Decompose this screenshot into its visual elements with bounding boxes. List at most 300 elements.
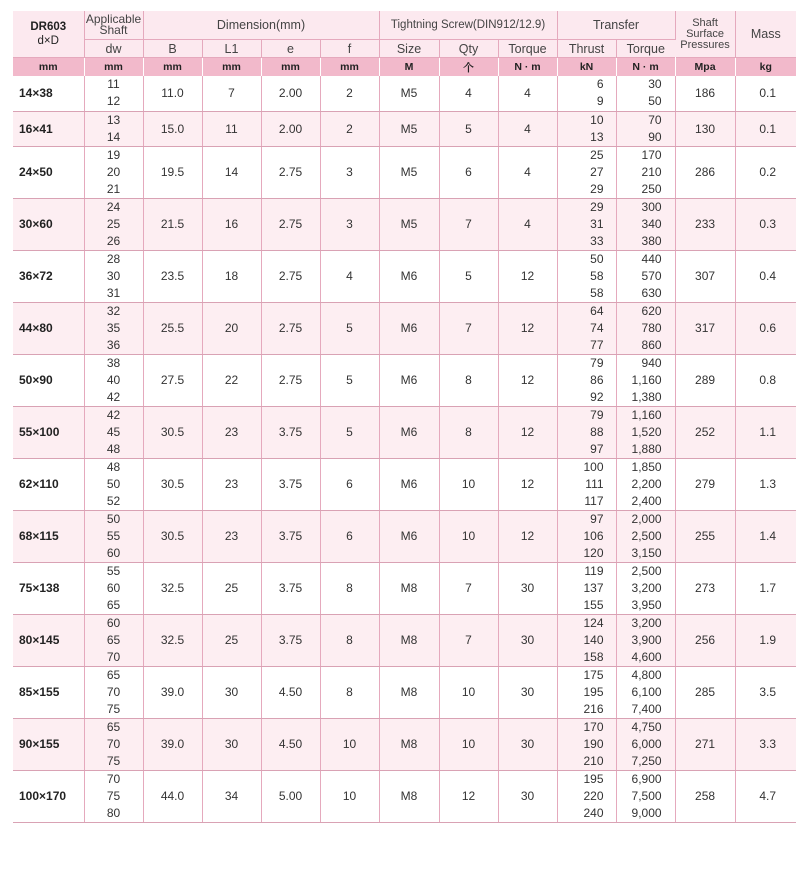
shaft-dw-value: 70 <box>106 649 121 664</box>
mass: 0.1 <box>735 76 796 111</box>
shaft-pressure: 186 <box>675 76 735 111</box>
transfer-thrust <box>557 406 616 458</box>
subheader-screw-torque: Torque <box>498 40 557 58</box>
screw-torque: 30 <box>498 770 557 822</box>
transfer-torque <box>616 146 675 198</box>
screw-torque: 30 <box>498 562 557 614</box>
model-header-dims: d×D <box>37 35 59 47</box>
transfer-thrust-value: 25 <box>590 147 604 162</box>
mass: 0.3 <box>735 198 796 250</box>
shaft-dw-value: 20 <box>106 164 121 179</box>
shaft-dw-value: 75 <box>106 701 121 716</box>
model-size: 80×145 <box>13 614 84 666</box>
tightening-screw-header: Tightning Screw(DIN912/12.9) <box>379 11 557 40</box>
transfer-thrust <box>557 146 616 198</box>
table-row <box>13 146 796 198</box>
transfer-torque-value: 3,950 <box>631 597 662 612</box>
model-size: 55×100 <box>13 406 84 458</box>
model-size: 62×110 <box>13 458 84 510</box>
subheader-dw: dw <box>84 40 143 58</box>
transfer-thrust-value: 117 <box>584 493 604 508</box>
shaft-dw <box>84 354 143 406</box>
screw-size: M8 <box>379 614 439 666</box>
transfer-torque-value: 300 <box>641 199 662 214</box>
unit-cell: N · m <box>498 58 557 77</box>
shaft-dw-value: 21 <box>106 181 121 196</box>
dim-b: 27.5 <box>143 354 202 406</box>
transfer-torque-value: 1,380 <box>631 389 662 404</box>
transfer-torque-value: 1,880 <box>631 441 662 456</box>
screw-size: M6 <box>379 250 439 302</box>
shaft-pressure: 233 <box>675 198 735 250</box>
model-size: 68×115 <box>13 510 84 562</box>
shaft-pressure: 255 <box>675 510 735 562</box>
transfer-torque-value: 210 <box>641 164 662 179</box>
screw-qty: 10 <box>439 458 498 510</box>
table-row <box>13 718 796 770</box>
dim-e: 3.75 <box>261 614 320 666</box>
transfer-thrust <box>557 198 616 250</box>
shaft-pressure: 285 <box>675 666 735 718</box>
shaft-dw-value: 26 <box>106 233 121 248</box>
dim-l1: 11 <box>202 111 261 146</box>
transfer-torque <box>616 111 675 146</box>
shaft-dw-value: 25 <box>106 216 121 231</box>
screw-qty: 6 <box>439 146 498 198</box>
shaft-pressure: 258 <box>675 770 735 822</box>
transfer-thrust-value: 210 <box>583 753 604 768</box>
dim-e: 2.00 <box>261 111 320 146</box>
subheader-qty: Qty <box>439 40 498 58</box>
transfer-torque-value: 1,160 <box>631 407 662 422</box>
shaft-dw-value: 70 <box>106 736 121 751</box>
screw-qty: 8 <box>439 354 498 406</box>
transfer-torque-value: 1,520 <box>631 424 662 439</box>
mass: 4.7 <box>735 770 796 822</box>
shaft-dw-value: 35 <box>106 320 121 335</box>
table-row <box>13 510 796 562</box>
transfer-torque <box>616 666 675 718</box>
model-size: 44×80 <box>13 302 84 354</box>
spec-table <box>13 11 796 823</box>
screw-torque: 12 <box>498 406 557 458</box>
dim-e: 2.75 <box>261 198 320 250</box>
transfer-thrust-value: 79 <box>590 355 604 370</box>
dim-l1: 22 <box>202 354 261 406</box>
transfer-thrust-value: 88 <box>590 424 604 439</box>
mass: 3.5 <box>735 666 796 718</box>
shaft-dw-value: 75 <box>106 788 121 803</box>
shaft-pressure: 307 <box>675 250 735 302</box>
mass: 3.3 <box>735 718 796 770</box>
dim-f: 8 <box>320 666 379 718</box>
screw-qty: 7 <box>439 562 498 614</box>
transfer-torque-value: 7,250 <box>631 753 662 768</box>
screw-qty: 10 <box>439 718 498 770</box>
unit-cell: Mpa <box>675 58 735 77</box>
screw-torque: 30 <box>498 614 557 666</box>
transfer-torque <box>616 302 675 354</box>
subheader-thrust: Thrust <box>557 40 616 58</box>
unit-cell: mm <box>84 58 143 77</box>
transfer-thrust-value: 140 <box>583 632 604 647</box>
dim-b: 44.0 <box>143 770 202 822</box>
spec-table-container <box>13 11 796 823</box>
mass: 1.3 <box>735 458 796 510</box>
transfer-torque-value: 630 <box>641 285 662 300</box>
shaft-surface-line2: Pressures <box>680 38 730 51</box>
unit-cell: mm <box>143 58 202 77</box>
transfer-torque-value: 3,200 <box>631 615 662 630</box>
transfer-thrust-value: 240 <box>583 805 604 820</box>
transfer-torque-value: 7,400 <box>631 701 662 716</box>
transfer-torque-value: 4,800 <box>631 667 662 682</box>
dim-b: 39.0 <box>143 666 202 718</box>
screw-qty: 5 <box>439 250 498 302</box>
transfer-thrust-value: 77 <box>590 337 604 352</box>
transfer-thrust-value: 64 <box>590 303 604 318</box>
screw-size: M8 <box>379 666 439 718</box>
screw-qty: 7 <box>439 198 498 250</box>
shaft-dw-value: 55 <box>106 528 121 543</box>
transfer-thrust <box>557 666 616 718</box>
unit-cell: 个 <box>439 58 498 77</box>
spec-table-body <box>13 76 796 822</box>
shaft-dw-value: 48 <box>106 459 121 474</box>
transfer-thrust-value: 195 <box>583 684 604 699</box>
transfer-torque-value: 50 <box>648 94 662 109</box>
shaft-pressure: 271 <box>675 718 735 770</box>
screw-size: M6 <box>379 354 439 406</box>
transfer-torque-value: 440 <box>641 251 662 266</box>
transfer-thrust-value: 9 <box>596 94 604 109</box>
table-row <box>13 354 796 406</box>
transfer-thrust-value: 137 <box>583 580 604 595</box>
dimension-header: Dimension(mm) <box>143 11 379 40</box>
unit-cell: kg <box>735 58 796 77</box>
transfer-thrust-value: 106 <box>583 528 604 543</box>
dim-e: 3.75 <box>261 406 320 458</box>
transfer-torque <box>616 76 675 111</box>
transfer-thrust-value: 111 <box>585 476 604 491</box>
dim-f: 5 <box>320 354 379 406</box>
transfer-thrust-value: 170 <box>583 719 604 734</box>
unit-cell: mm <box>261 58 320 77</box>
screw-torque: 4 <box>498 76 557 111</box>
dim-l1: 14 <box>202 146 261 198</box>
dim-f: 2 <box>320 111 379 146</box>
applicable-shaft-line2: Shaft <box>99 23 128 37</box>
transfer-torque <box>616 770 675 822</box>
transfer-thrust-value: 92 <box>590 389 604 404</box>
transfer-thrust-value: 190 <box>583 736 604 751</box>
screw-qty: 12 <box>439 770 498 822</box>
shaft-dw-value: 60 <box>106 580 121 595</box>
dim-e: 5.00 <box>261 770 320 822</box>
transfer-torque-value: 380 <box>641 233 662 248</box>
shaft-dw-value: 80 <box>106 805 121 820</box>
screw-torque: 12 <box>498 458 557 510</box>
dim-b: 21.5 <box>143 198 202 250</box>
shaft-dw-value: 38 <box>106 355 121 370</box>
shaft-dw-value: 42 <box>106 407 121 422</box>
dim-e: 2.75 <box>261 146 320 198</box>
table-row <box>13 666 796 718</box>
mass: 0.2 <box>735 146 796 198</box>
transfer-torque-value: 6,900 <box>631 771 662 786</box>
transfer-thrust-value: 13 <box>590 129 604 144</box>
transfer-thrust-value: 31 <box>590 216 604 231</box>
dim-l1: 23 <box>202 510 261 562</box>
mass: 0.8 <box>735 354 796 406</box>
shaft-dw-value: 65 <box>106 719 121 734</box>
shaft-dw-value: 32 <box>106 303 121 318</box>
transfer-thrust-value: 86 <box>590 372 604 387</box>
table-row <box>13 76 796 111</box>
table-row <box>13 562 796 614</box>
transfer-torque-value: 2,000 <box>631 511 662 526</box>
dim-l1: 23 <box>202 406 261 458</box>
shaft-dw-value: 42 <box>106 389 121 404</box>
transfer-thrust-value: 50 <box>590 251 604 266</box>
transfer-torque <box>616 406 675 458</box>
table-row <box>13 406 796 458</box>
dim-b: 30.5 <box>143 510 202 562</box>
transfer-torque-value: 4,750 <box>631 719 662 734</box>
transfer-torque-value: 3,150 <box>631 545 662 560</box>
unit-cell: M <box>379 58 439 77</box>
screw-torque: 4 <box>498 146 557 198</box>
transfer-torque-value: 6,000 <box>631 736 662 751</box>
transfer-thrust-value: 29 <box>590 181 604 196</box>
transfer-thrust <box>557 111 616 146</box>
model-size: 90×155 <box>13 718 84 770</box>
unit-cell: kN <box>557 58 616 77</box>
transfer-torque <box>616 250 675 302</box>
screw-qty: 8 <box>439 406 498 458</box>
dim-f: 8 <box>320 614 379 666</box>
screw-size: M6 <box>379 302 439 354</box>
screw-torque: 4 <box>498 198 557 250</box>
transfer-thrust <box>557 458 616 510</box>
model-header-name: DR603 <box>30 21 67 33</box>
transfer-thrust-value: 155 <box>583 597 604 612</box>
shaft-pressure: 317 <box>675 302 735 354</box>
transfer-torque-value: 2,200 <box>631 476 662 491</box>
transfer-torque <box>616 562 675 614</box>
screw-size: M8 <box>379 770 439 822</box>
screw-size: M8 <box>379 562 439 614</box>
mass: 1.4 <box>735 510 796 562</box>
transfer-thrust-value: 74 <box>590 320 604 335</box>
transfer-thrust-value: 158 <box>583 649 604 664</box>
applicable-shaft-header <box>84 11 143 40</box>
transfer-thrust-value: 58 <box>590 268 604 283</box>
transfer-thrust <box>557 302 616 354</box>
transfer-thrust-value: 120 <box>583 545 604 560</box>
screw-qty: 7 <box>439 614 498 666</box>
shaft-dw <box>84 510 143 562</box>
transfer-torque-value: 4,600 <box>631 649 662 664</box>
dim-e: 2.75 <box>261 250 320 302</box>
screw-qty: 4 <box>439 76 498 111</box>
screw-size: M6 <box>379 458 439 510</box>
shaft-dw-value: 60 <box>106 615 121 630</box>
shaft-dw <box>84 406 143 458</box>
shaft-dw-value: 45 <box>106 424 121 439</box>
shaft-dw-value: 50 <box>106 511 121 526</box>
shaft-pressure: 130 <box>675 111 735 146</box>
shaft-dw-value: 65 <box>106 632 121 647</box>
table-row <box>13 458 796 510</box>
transfer-torque-value: 170 <box>641 147 662 162</box>
dim-l1: 34 <box>202 770 261 822</box>
shaft-dw-value: 13 <box>106 112 121 127</box>
model-size: 100×170 <box>13 770 84 822</box>
transfer-thrust-value: 6 <box>596 77 604 92</box>
transfer-thrust-value: 175 <box>583 667 604 682</box>
mass: 0.1 <box>735 111 796 146</box>
transfer-torque <box>616 614 675 666</box>
subheader-e: e <box>261 40 320 58</box>
screw-qty: 7 <box>439 302 498 354</box>
transfer-thrust-value: 220 <box>583 788 604 803</box>
transfer-torque <box>616 718 675 770</box>
dim-b: 32.5 <box>143 614 202 666</box>
shaft-pressure: 289 <box>675 354 735 406</box>
transfer-thrust-value: 10 <box>590 112 604 127</box>
subheader-l1: L1 <box>202 40 261 58</box>
screw-torque: 12 <box>498 250 557 302</box>
screw-size: M6 <box>379 406 439 458</box>
dim-f: 3 <box>320 198 379 250</box>
dim-l1: 23 <box>202 458 261 510</box>
shaft-pressure: 256 <box>675 614 735 666</box>
dim-f: 10 <box>320 770 379 822</box>
mass: 1.9 <box>735 614 796 666</box>
table-row <box>13 614 796 666</box>
dim-f: 5 <box>320 406 379 458</box>
dim-f: 3 <box>320 146 379 198</box>
shaft-dw <box>84 76 143 111</box>
subheader-screw-size: Size <box>379 40 439 58</box>
shaft-dw <box>84 562 143 614</box>
shaft-dw-value: 40 <box>106 372 121 387</box>
transfer-torque-value: 3,200 <box>631 580 662 595</box>
dim-b: 30.5 <box>143 406 202 458</box>
model-size: 36×72 <box>13 250 84 302</box>
dim-b: 39.0 <box>143 718 202 770</box>
shaft-dw-value: 60 <box>106 545 121 560</box>
dim-e: 2.00 <box>261 76 320 111</box>
dim-b: 25.5 <box>143 302 202 354</box>
screw-size: M5 <box>379 76 439 111</box>
screw-torque: 12 <box>498 302 557 354</box>
shaft-dw <box>84 718 143 770</box>
subheader-transfer-torque: Torque <box>616 40 675 58</box>
dim-l1: 16 <box>202 198 261 250</box>
unit-cell: mm <box>320 58 379 77</box>
dim-f: 2 <box>320 76 379 111</box>
screw-size: M5 <box>379 146 439 198</box>
shaft-dw <box>84 146 143 198</box>
screw-qty: 10 <box>439 666 498 718</box>
transfer-thrust <box>557 562 616 614</box>
transfer-torque-value: 860 <box>641 337 662 352</box>
screw-size: M6 <box>379 510 439 562</box>
transfer-torque-value: 3,900 <box>631 632 662 647</box>
transfer-torque <box>616 354 675 406</box>
shaft-dw <box>84 458 143 510</box>
shaft-dw-value: 36 <box>106 337 121 352</box>
dim-e: 4.50 <box>261 666 320 718</box>
model-header <box>13 11 84 58</box>
transfer-torque <box>616 510 675 562</box>
transfer-torque-value: 250 <box>641 181 662 196</box>
shaft-dw-value: 12 <box>106 94 121 109</box>
screw-qty: 10 <box>439 510 498 562</box>
shaft-dw <box>84 198 143 250</box>
transfer-torque-value: 6,100 <box>631 684 662 699</box>
shaft-dw-value: 28 <box>106 251 121 266</box>
shaft-dw <box>84 614 143 666</box>
shaft-dw-value: 65 <box>106 667 121 682</box>
transfer-thrust-value: 119 <box>584 563 604 578</box>
shaft-dw-value: 75 <box>106 753 121 768</box>
transfer-torque-value: 90 <box>648 129 662 144</box>
dim-l1: 7 <box>202 76 261 111</box>
shaft-pressure: 252 <box>675 406 735 458</box>
dim-f: 4 <box>320 250 379 302</box>
transfer-thrust-value: 216 <box>583 701 604 716</box>
shaft-dw-value: 70 <box>106 684 121 699</box>
screw-size: M8 <box>379 718 439 770</box>
table-row <box>13 250 796 302</box>
model-size: 16×41 <box>13 111 84 146</box>
shaft-surface-header <box>675 11 735 58</box>
transfer-thrust-value: 97 <box>590 441 604 456</box>
shaft-dw-value: 11 <box>107 77 120 92</box>
dim-f: 10 <box>320 718 379 770</box>
shaft-dw-value: 19 <box>106 147 121 162</box>
dim-b: 15.0 <box>143 111 202 146</box>
dim-l1: 20 <box>202 302 261 354</box>
model-size: 85×155 <box>13 666 84 718</box>
transfer-thrust-value: 27 <box>590 164 604 179</box>
screw-torque: 12 <box>498 354 557 406</box>
dim-e: 2.75 <box>261 302 320 354</box>
screw-torque: 30 <box>498 718 557 770</box>
transfer-torque-value: 940 <box>641 355 662 370</box>
dim-l1: 18 <box>202 250 261 302</box>
transfer-thrust-value: 97 <box>590 511 604 526</box>
transfer-torque-value: 7,500 <box>631 788 662 803</box>
shaft-pressure: 279 <box>675 458 735 510</box>
shaft-dw <box>84 770 143 822</box>
model-size: 24×50 <box>13 146 84 198</box>
screw-size: M5 <box>379 198 439 250</box>
transfer-header: Transfer <box>557 11 675 40</box>
shaft-dw-value: 24 <box>106 199 121 214</box>
dim-b: 30.5 <box>143 458 202 510</box>
unit-cell: N · m <box>616 58 675 77</box>
screw-torque: 12 <box>498 510 557 562</box>
model-size: 50×90 <box>13 354 84 406</box>
transfer-thrust <box>557 354 616 406</box>
subheader-f: f <box>320 40 379 58</box>
dim-b: 19.5 <box>143 146 202 198</box>
transfer-torque-value: 9,000 <box>631 805 662 820</box>
